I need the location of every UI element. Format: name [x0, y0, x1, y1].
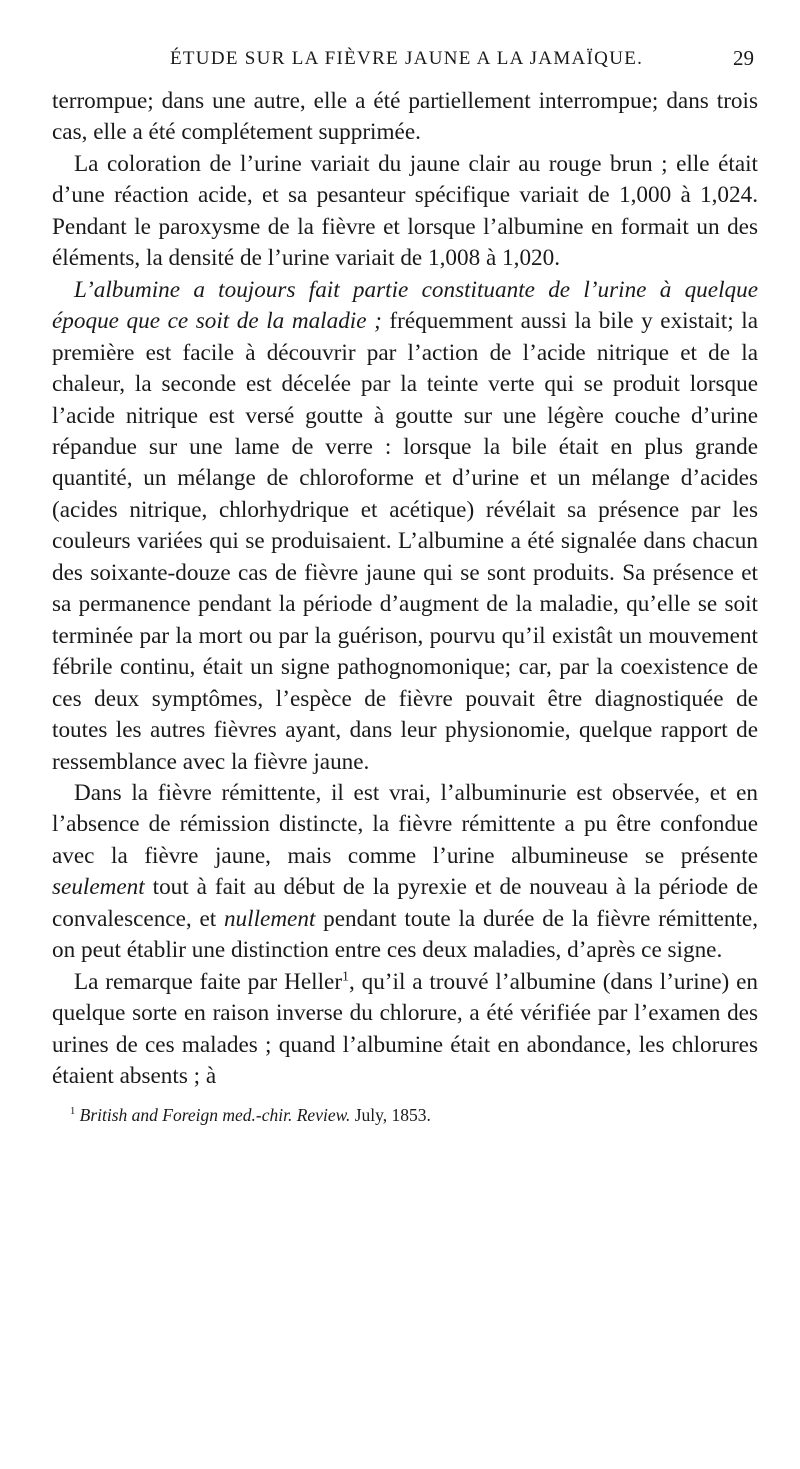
- paragraph-3-text: fréquemment aussi la bile y existait; la première est facile à découvrir par l’action de l’acide nitrique et de la chaleur, la seconde est décelée par la teinte verte qui se produit lorsque l’acide nitrique est versé goutte à goutte sur une légère couche d’urine répandue sur une lame de verre : lorsque la bile était en plus grande quantité, un mélange de chloroforme et d’urine et un mélange d’acides (acides nitrique, chlorhydrique et acétique) révélait sa présence par les couleurs variées qui se produisaient. L’albumine a été signalée dans chacun des soixante-douze cas de fièvre jaune qui se sont produits. Sa présence et sa permanence pendant la période d’augment de la maladie, qu’elle se soit terminée par la mort ou par la guérison, pourvu qu’il existât un mouvement fébrile continu, était un signe pathognomonique; car, par la coexistence de ces deux symptômes, l’espèce de fièvre pouvait être diagnostiquée de toutes les autres fièvres ayant, dans leur physionomie, quelque rapport de ressemblance avec la fièvre jaune.: [52, 308, 759, 775]
- paragraph-5-text-a: La remarque faite par Heller: [74, 968, 343, 995]
- paragraph-5-text-b: , qu’il a trouvé l’albumine (dans l’urine) en quelque sorte en raison inverse du chlorure, a été vérifiée par l’examen des urines de ces malades ; quand l’albumine était en abondance, les chlorures étaient absents ; à: [52, 968, 758, 1090]
- page-number: 29: [733, 46, 754, 70]
- footnote-marker: 1: [70, 1105, 76, 1117]
- running-head: ÉTUDE SUR LA FIÈVRE JAUNE A LA JAMAÏQUE.: [170, 48, 644, 69]
- footnote-source: British and Foreign med.-chir. Review.: [79, 1104, 351, 1125]
- body-text: [52, 86, 758, 1093]
- paragraph-1: terrompue; dans une autre, elle a été partiellement interrompue; dans trois cas, elle a été complétement supprimée.: [52, 88, 758, 146]
- paragraph-4-text-a: Dans la fièvre rémittente, il est vrai, l’albuminurie est observée, et en l’absence de rémission distincte, la fièvre rémittente a pu être confondue avec la fièvre jaune, mais comme l’urine albumineuse se présente: [52, 779, 758, 869]
- paragraph-3-emphasis: L’albumine a toujours fait partie constituante de l’urine à quelque époque que ce soit de la maladie ;: [52, 276, 758, 335]
- paragraph-4-text-b: tout à fait au début de la pyrexie et de nouveau à la période de convalescence, et: [52, 874, 758, 932]
- paragraph-5: [52, 967, 758, 1093]
- footnote-date: July, 1853.: [350, 1104, 431, 1125]
- paragraph-3: [52, 275, 758, 778]
- paragraph-4-emphasis-seulement: seulement: [52, 874, 145, 901]
- document-page: [52, 46, 758, 1127]
- paragraph-4-text-c: pendant toute la durée de la fièvre rémittente, on peut établir une distinction entre ces deux maladies, d’après ce signe.: [52, 905, 758, 964]
- paragraph-2: La coloration de l’urine variait du jaune clair au rouge brun ; elle était d’une réaction acide, et sa pesanteur spécifique variait de 1,000 à 1,024. Pendant le paroxysme de la fièvre et lorsque l’albumine en formait un des éléments, la densité de l’urine variait de 1,008 à 1,020.: [52, 150, 758, 272]
- footnote-reference: 1: [342, 968, 349, 984]
- page-header: [52, 46, 758, 86]
- paragraph-4-emphasis-nullement: nullement: [223, 905, 316, 932]
- paragraph-4: [52, 778, 758, 967]
- footnote: [52, 1103, 758, 1127]
